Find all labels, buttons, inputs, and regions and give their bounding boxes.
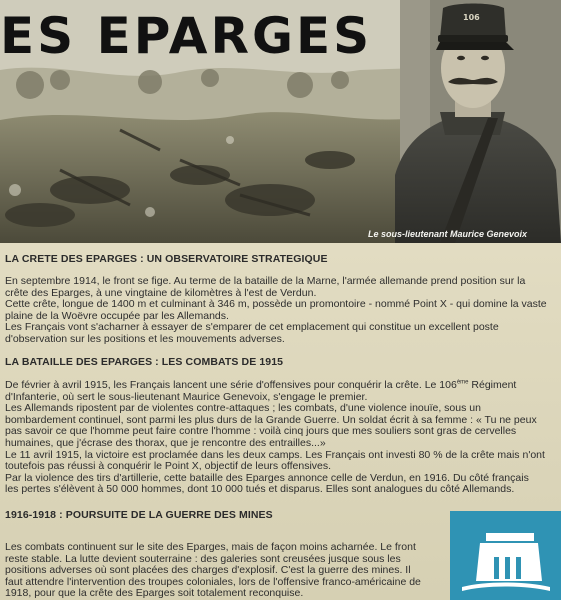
- page-title: ES EPARGES: [0, 7, 373, 65]
- text-line: les pertes s'élèvent à 50 000 hommes, dont 10 000 tués et disparus. Elles sont analogues du côté Allemands.: [5, 483, 515, 496]
- text-line: d'Infanterie, où sert le sous-lieutenant Maurice Genevoix, s'engage le premier.: [5, 390, 368, 403]
- text-line: 1918, pour que la crête des Eparges soit totalement reconquise.: [5, 587, 304, 600]
- text-line: pas savoir ce que l'homme peut faire contre l'homme : voilà cinq jours que mes souliers sont gras de cervelles: [5, 425, 517, 438]
- cap-badge-number: 106: [463, 13, 480, 22]
- text-line: bombardement continuel, sont parmi les plus durs de la Grande Guerre. Un soldat écrit à sa femme : « Tu ne peux: [5, 413, 537, 426]
- memorial-logo: [450, 511, 561, 600]
- text-fragment: Régiment: [468, 379, 517, 391]
- text-line: Les Allemands ripostent par de violentes contre-attaques ; les combats, d'une violence inouïe, sous un: [5, 402, 481, 415]
- section-body-mine-war: [5, 542, 443, 600]
- section-title-strategic-observatory: LA CRETE DES EPARGES : UN OBSERVATOIRE STRATEGIQUE: [5, 253, 328, 265]
- text-line: Les Français vont s'acharner à essayer de s'emparer de cet emplacement qui constitue un excellent poste: [5, 321, 499, 334]
- header-photo: [0, 0, 561, 243]
- text-line: crête des Eparges, à une vingtaine de kilomètres à l'est de Verdun.: [5, 286, 317, 299]
- text-line: Le 11 avril 1915, la victoire est proclamée dans les deux camps. Les Français ont investi 80 % de la crête mais n'ont: [5, 448, 545, 461]
- section-title-mine-war: 1916-1918 : POURSUITE DE LA GUERRE DES MINES: [5, 509, 273, 521]
- text-line: En septembre 1914, le front se fige. Au terme de la bataille de la Marne, l'armée allemande prend position sur la: [5, 275, 526, 287]
- ordinal-superscript: ème: [456, 379, 469, 386]
- text-line: d'observation sur les positions et les mouvements adverses.: [5, 332, 285, 345]
- monument-icon: [450, 511, 561, 600]
- text-line: reste stable. La lutte devient souterraine : des galeries sont creusées jusque sous les: [5, 552, 401, 565]
- section-body-battle-1915: [5, 380, 553, 496]
- text-line: toutefois pas réussi à conquérir le Point X, objectif de leurs offensives.: [5, 460, 332, 473]
- text-line: Les combats continuent sur le site des Eparges, mais de façon moins acharnée. Le front: [5, 541, 416, 553]
- text-fragment: De février à avril 1915, les Français lancent une série d'offensives pour conquérir la crête. Le 106: [5, 379, 457, 391]
- text-line: humaines, que j'écrase des thorax, que je rencontre des entrailles...»: [5, 436, 326, 449]
- photo-caption: Le sous-lieutenant Maurice Genevoix: [368, 229, 528, 239]
- text-line: positions adverses où sont placées des charges d'explosif. C'est la guerre des mines. Il: [5, 564, 411, 577]
- text-line: Par la violence des tirs d'artillerie, cette bataille des Eparges annonce celle de Verdun, en 1916. Du côté français: [5, 471, 529, 484]
- text-line: plaine de la Woëvre occupée par les Allemands.: [5, 309, 229, 322]
- section-body-strategic-observatory: [5, 276, 553, 346]
- text-line: faut attendre l'intervention des troupes coloniales, lors de l'offensive franco-américaine de: [5, 575, 421, 588]
- section-title-battle-1915: LA BATAILLE DES EPARGES : LES COMBATS DE 1915: [5, 356, 284, 368]
- text-line: [5, 380, 553, 392]
- text-line: Cette crête, longue de 1400 m et culminant à 346 m, possède un promontoire - nommé Point X - qui domine la vaste: [5, 298, 547, 311]
